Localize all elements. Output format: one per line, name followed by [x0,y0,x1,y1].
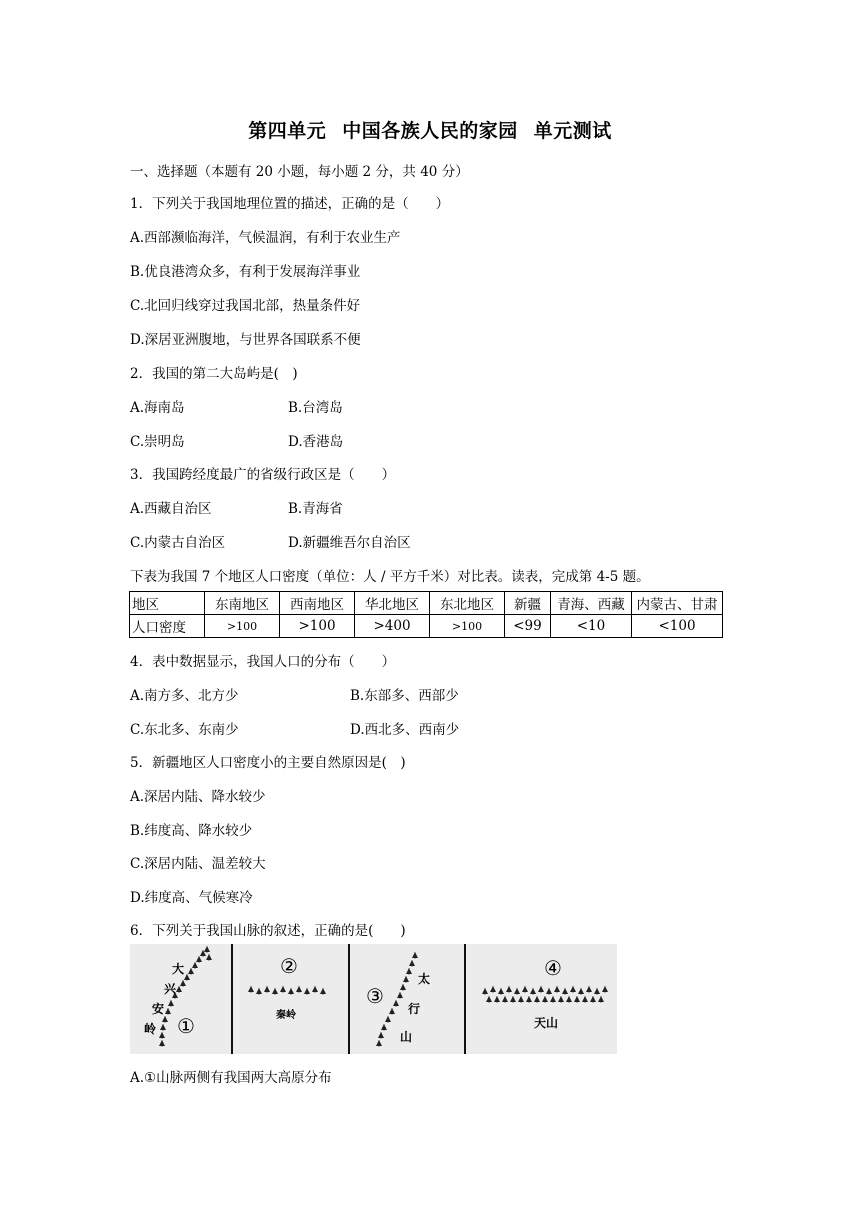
table-header-row [130,592,723,615]
mountain-ranges-figure [130,944,617,1054]
table-header-cell: 华北地区 [355,592,430,615]
question-3-option-b: B.青海省 [288,501,343,517]
range-3-char: 山 [400,1030,413,1044]
range-4-number: ④ [544,956,562,980]
range-2-number: ② [280,954,298,978]
question-1-option-b: B.优良港湾众多，有利于发展海洋事业 [130,264,361,280]
table-data-cell: <10 [551,615,632,638]
question-4-stem: 4．表中数据显示，我国人口的分布（ ） [130,654,396,670]
population-density-table [129,591,723,638]
question-3-stem: 3．我国跨经度最广的省级行政区是（ ） [130,467,396,483]
question-4-option-d: D.西北多、西南少 [350,722,460,738]
question-2-option-b: B.台湾岛 [288,400,343,416]
table-header-cell: 地区 [130,592,205,615]
title-test: 单元测试 [533,120,612,142]
section-heading: 一、选择题（本题有 20 小题，每小题 2 分，共 40 分） [130,164,469,180]
title-topic: 中国各族人民的家园 [342,120,518,142]
panel-divider [231,944,233,1054]
question-5-option-b: B.纬度高、降水较少 [130,823,253,839]
table-data-row [130,615,723,638]
table-header-cell: 西南地区 [280,592,355,615]
table-data-cell: 人口密度 [130,615,205,638]
question-1-stem: 1．下列关于我国地理位置的描述，正确的是（ ） [130,196,450,212]
table-data-cell: <99 [505,615,551,638]
question-5-option-c: C.深居内陆、温差较大 [130,856,266,872]
range-1-char: 安 [152,1002,165,1016]
table-data-cell: >100 [430,615,505,638]
range-1-char: 大 [172,962,185,976]
panel-divider [464,944,466,1054]
table-intro: 下表为我国 7 个地区人口密度（单位：人 / 平方千米）对比表。读表，完成第 4-5 题。 [130,569,650,585]
question-3-option-a: A.西藏自治区 [130,501,212,517]
question-2-option-a: A.海南岛 [130,400,185,416]
table-data-cell: >100 [205,615,280,638]
question-5-option-d: D.纬度高、气候寒冷 [130,890,253,906]
question-3-option-c: C.内蒙古自治区 [130,535,226,551]
range-1-char: 岭 [144,1022,157,1036]
table-data-cell: >400 [355,615,430,638]
question-6-stem: 6．下列关于我国山脉的叙述，正确的是( ) [130,923,406,939]
range-1-char: 兴 [164,982,177,996]
question-6-option-a: A.①山脉两侧有我国两大高原分布 [130,1070,332,1086]
range-2-label: 秦岭 [276,1010,296,1021]
range-4-label: 天山 [534,1016,559,1030]
page-title [0,116,860,143]
question-1-option-d: D.深居亚洲腹地，与世界各国联系不便 [130,332,361,348]
range-3-char: 行 [408,1002,421,1016]
table-header-cell: 内蒙古、甘肃 [632,592,723,615]
question-4-option-c: C.东北多、东南少 [130,722,239,738]
question-2-option-d: D.香港岛 [288,434,344,450]
panel-divider [348,944,350,1054]
question-3-option-d: D.新疆维吾尔自治区 [288,535,411,551]
question-5-stem: 5．新疆地区人口密度小的主要自然原因是( ) [130,755,406,771]
table-header-cell: 东北地区 [430,592,505,615]
range-4-peaks [482,986,608,1003]
table-header-cell: 新疆 [505,592,551,615]
table-header-cell: 青海、西藏 [551,592,632,615]
table-header-cell: 东南地区 [205,592,280,615]
question-2-option-c: C.崇明岛 [130,434,185,450]
question-1-option-a: A.西部濒临海洋，气候温润，有利于农业生产 [130,230,401,246]
table-data-cell: <100 [632,615,723,638]
range-3-number: ③ [366,984,384,1008]
range-3-char: 太 [418,972,431,986]
question-5-option-a: A.深居内陆、降水较少 [130,789,266,805]
table-data-cell: >100 [280,615,355,638]
range-1-number: ① [177,1014,195,1038]
question-2-stem: 2．我国的第二大岛屿是( ) [130,366,298,382]
question-4-option-b: B.东部多、西部少 [350,688,459,704]
question-4-option-a: A.南方多、北方少 [130,688,239,704]
question-1-option-c: C.北回归线穿过我国北部，热量条件好 [130,298,361,314]
title-unit: 第四单元 [248,120,327,142]
range-2-peaks [248,986,326,995]
